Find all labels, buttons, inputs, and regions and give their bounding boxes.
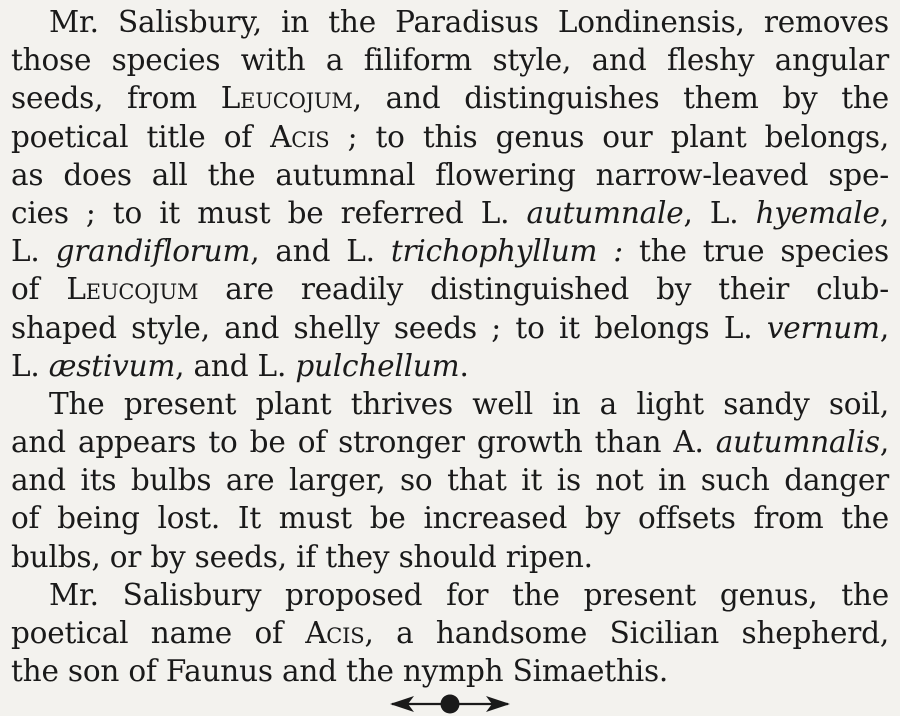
italic-text: grandiflorum [55,234,251,269]
text-line [11,576,889,614]
italic-text: autumnale [526,195,684,230]
italic-text: æstivum [48,348,176,383]
text-line [11,499,889,537]
text-line [11,118,889,156]
text-run: , [879,195,889,230]
text-line [11,614,889,652]
text-line [11,652,889,690]
body-text [11,3,889,690]
text-run: poetical name of [11,616,306,650]
text-run: Mr. Salisbury, in the Paradisus Londinensis, removes [49,5,889,39]
small-caps-text: Leucojum [220,81,353,116]
text-line [11,270,889,308]
text-line [11,347,889,385]
text-run: bulbs, or by seeds, if they should ripen. [11,539,593,574]
text-run: shaped style, and shelly seeds ; to it belongs L. [11,310,767,345]
text-run: . [459,348,469,383]
text-line [11,232,889,270]
text-line [11,79,889,117]
text-run: , and L. [175,348,296,383]
text-run: L. [11,234,56,269]
italic-text: pulchellum [295,348,460,383]
text-run: the true species [623,234,889,269]
text-run: poetical title of [11,119,271,154]
text-line [11,385,889,423]
text-line [11,41,889,79]
text-run: and its bulbs are larger, so that it is not in such danger [11,463,889,498]
paragraph [11,576,889,691]
text-run: the son of Faunus and the nymph Simaethis. [11,654,669,689]
text-run: The present plant thrives well in a light sandy soil, [49,386,889,421]
text-run: of [11,272,67,307]
small-caps-text: Acis [270,119,330,154]
italic-text: autumnalis [715,425,880,460]
text-line [11,309,889,347]
text-line [11,423,889,461]
text-run: L. [11,348,49,383]
text-run: as does all the autumnal flowering narrow-leaved spe- [11,157,889,192]
text-line [11,538,889,576]
paragraph [11,3,889,385]
italic-text: trichophyllum : [390,234,624,269]
text-run: of being lost. It must be increased by offsets from the [11,501,889,536]
arrow-dot-arrow-ornament-icon [388,693,512,715]
small-caps-text: Acis [305,616,365,650]
text-run: seeds, from [11,81,221,116]
text-line [11,3,889,41]
text-run: , and L. [250,234,391,269]
text-run: , L. [683,195,756,230]
text-run: , [879,310,889,345]
text-run: those species with a filiform style, and fleshy angular [11,43,889,78]
text-run: , a handsome Sicilian shepherd, [364,616,889,650]
text-line [11,461,889,499]
text-run: Mr. Salisbury proposed for the present genus, the [49,577,889,612]
text-run: ; to this genus our plant belongs, [329,119,889,154]
italic-text: hyemale [755,195,880,230]
text-run: and appears to be of stronger growth than A. [11,425,716,460]
italic-text: vernum [766,310,880,345]
text-line [11,194,889,232]
text-run: are readily distinguished by their club- [198,272,889,307]
text-line [11,156,889,194]
text-run: cies ; to it must be referred L. [11,195,527,230]
text-run: , and distinguishes them by the [352,81,889,116]
small-caps-text: Leucojum [66,272,199,307]
paragraph [11,385,889,576]
text-run: , [879,425,889,460]
